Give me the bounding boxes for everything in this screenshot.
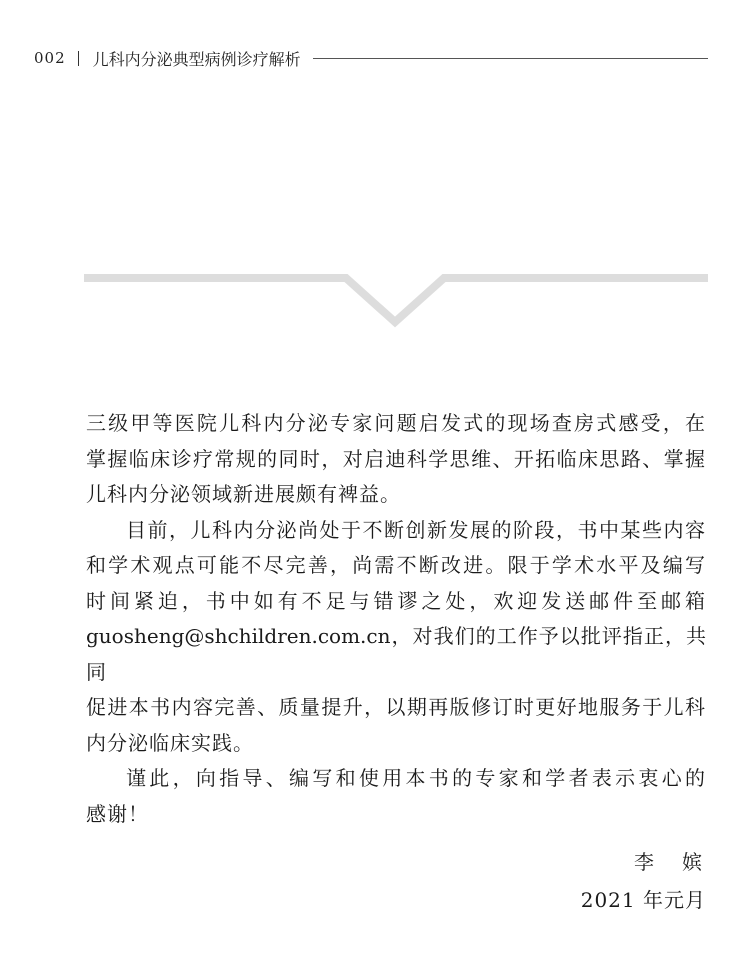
paragraph-2-line-6: 内分泌临床实践。 — [86, 730, 254, 755]
paragraph-2-line-1: 目前，儿科内分泌尚处于不断创新发展的阶段，书中某些内容 — [126, 517, 706, 542]
preface-body — [86, 406, 706, 832]
header-rule — [313, 58, 708, 59]
chevron-divider-line — [84, 278, 708, 322]
paragraph-1-line-1: 三级甲等医院儿科内分泌专家问题启发式的现场查房式感受，在 — [86, 411, 706, 435]
header-separator — [78, 51, 79, 66]
paragraph-2-line-5: 促进本书内容完善、质量提升，以期再版修订时更好地服务于儿科 — [86, 695, 706, 719]
paragraph-3-line-1: 谨此，向指导、编写和使用本书的专家和学者表示衷心的 — [126, 766, 706, 790]
paragraph-2-line-3: 时间紧迫，书中如有不足与错谬之处，欢迎发送邮件至邮箱 — [86, 588, 706, 613]
paragraph-1-line-3: 儿科内分泌领域新进展颇有裨益。 — [86, 482, 401, 506]
page-number: 002 — [34, 49, 66, 67]
paragraph-2-line-4: guosheng@shchildren.com.cn，对我们的工作予以批评指正，共同 — [86, 624, 706, 684]
paragraph-1-line-2: 掌握临床诊疗常规的同时，对启迪科学思维、开拓临床思路、掌握 — [86, 446, 706, 471]
book-title: 儿科内分泌典型病例诊疗解析 — [92, 49, 301, 69]
paragraph-2-line-2: 和学术观点可能不尽完善，尚需不断改进。限于学术水平及编写 — [86, 553, 706, 577]
signature-date: 2021 年元月 — [580, 888, 706, 912]
author-signature: 李 嫔 — [634, 850, 706, 874]
running-header — [34, 46, 708, 70]
paragraph-3-line-2: 感谢！ — [86, 801, 149, 826]
chevron-divider — [84, 270, 708, 330]
